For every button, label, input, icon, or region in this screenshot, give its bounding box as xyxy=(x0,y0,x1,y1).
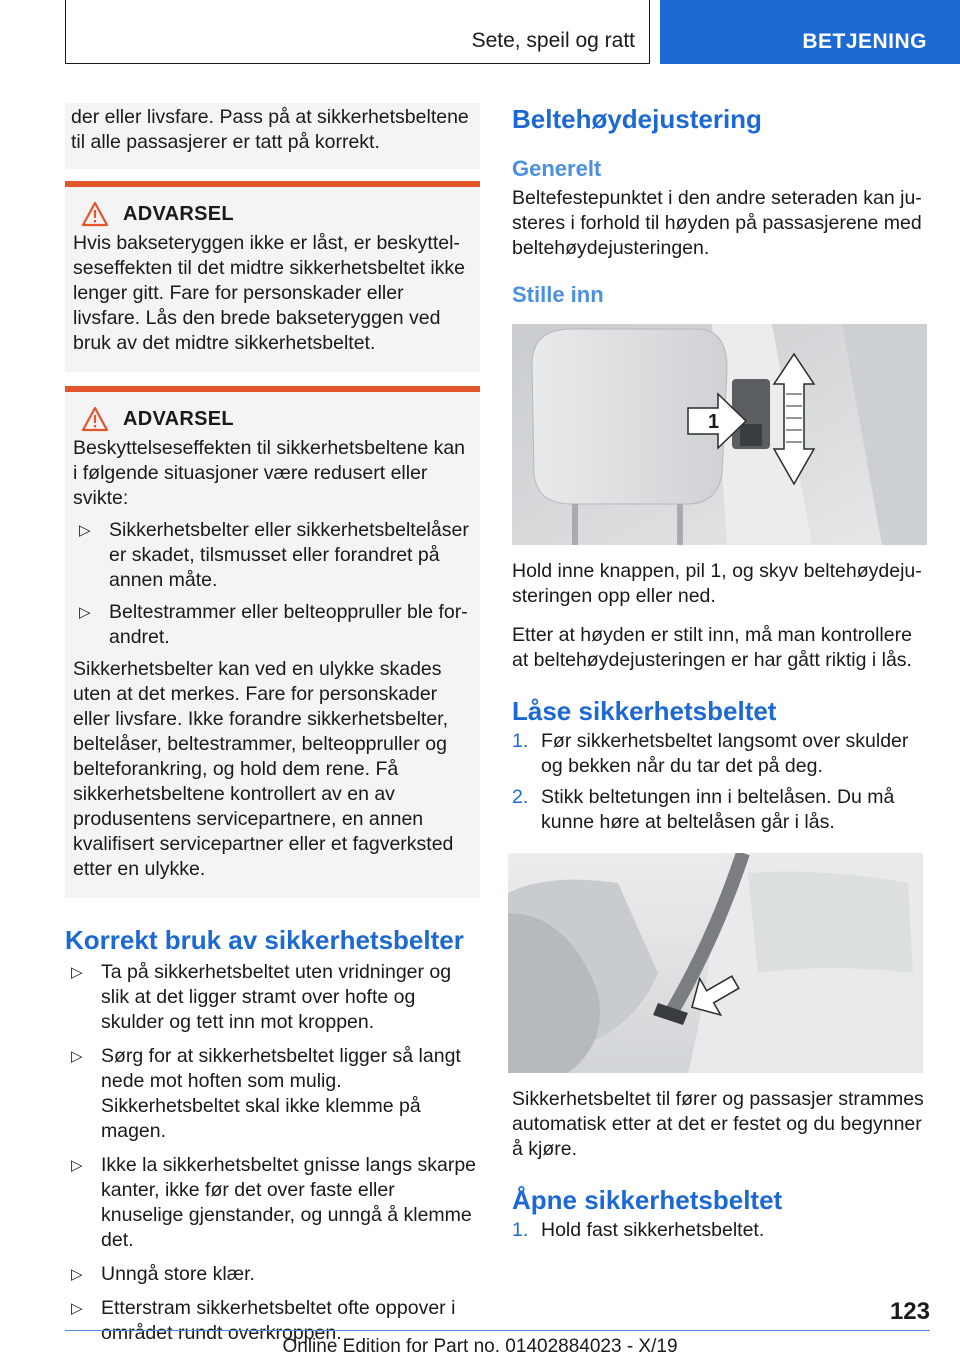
belt-height-adjuster-illustration xyxy=(512,324,927,545)
list-item: ▷ Beltestrammer eller belteoppruller ble forandret. xyxy=(79,601,468,648)
belt-height-adjuster-image xyxy=(512,324,927,545)
open-steps-list xyxy=(512,1218,932,1243)
left-column xyxy=(65,103,480,1346)
list-item: ▷ Sikkerhetsbelter eller sikkerhetsbeltelåser er skadet, tilsmusset eller forandret på annen måte. xyxy=(79,519,469,591)
warning-title-text-1: ADVARSEL xyxy=(123,202,234,225)
heading-stille-inn: Stille inn xyxy=(512,282,604,307)
intro-box xyxy=(65,103,480,169)
lock-steps-list xyxy=(512,729,932,835)
warning-title-2 xyxy=(73,406,472,432)
warning-text-2b: Sikkerhetsbelter kan ved en ulykke skades uten at det merkes. Fare for personskader eller livsfare. Ikke forandre sikkerhetsbelter, beltelåser, beltestrammer, belteoppruller og belteforankring, og hold dem rene. Få sikkerhetsbeltene kontrollert av en av produsentens servicepartnere, en annen kvalifisert servicepartner eller et fagverksted etter en ulykke. xyxy=(73,658,454,880)
list-item: 1. Før sikkerhetsbeltet langsomt over skulder og bekken når du tar det på deg. xyxy=(512,730,909,777)
lock-text: Sikkerhetsbeltet til fører og passasjer strammes automatisk etter at det er festet og du begynner å kjøre. xyxy=(512,1088,924,1160)
list-item: ▷ Unngå store klær. xyxy=(71,1263,255,1285)
footer-edition xyxy=(0,1336,960,1358)
list-item: 2. Stikk beltetungen inn i beltelåsen. Du må kunne høre at beltelåsen går i lås. xyxy=(512,786,895,833)
callout-1: 1 xyxy=(708,411,720,433)
page-title-belt-height: Beltehøydejustering xyxy=(512,104,762,134)
section-title-lock-belt: Låse sikkerhetsbeltet xyxy=(512,696,777,726)
stille-inn-text-1: Hold inne knappen, pil 1, og skyv beltehøydejusteringen opp eller ned. xyxy=(512,560,922,607)
list-item: ▷ Ikke la sikkerhetsbeltet gnisse langs skarpe kanter, ikke før det over faste eller knuselige gjenstander, og unngå å klemme det. xyxy=(71,1154,477,1251)
heading-generelt: Generelt xyxy=(512,156,602,181)
warning-box-2 xyxy=(65,386,480,898)
section-title-correct-use: Korrekt bruk av sikkerhetsbelter xyxy=(65,925,464,955)
warning-title-1 xyxy=(73,201,472,227)
bullet-triangle-icon: ▷ xyxy=(71,1300,83,1317)
bullet-triangle-icon: ▷ xyxy=(71,964,83,981)
header-section-title: Sete, speil og ratt xyxy=(471,29,635,52)
footer-edition-text: Online Edition for Part no. 01402884023 - X/19 xyxy=(282,1336,678,1357)
warning-text-2a: Beskyttelseseffekten til sikkerhetsbeltene kan i følgende situasjoner være redusert eller svikte: xyxy=(73,437,466,509)
warning-text-1: Hvis bakseteryggen ikke er låst, er beskyttelseseffekten til det midtre sikkerhetsbeltet ikke lenger gitt. Fare for personskader eller livsfare. Lås den brede bakseteryggen ved bruk av det midtre sikkerhetsbeltet. xyxy=(73,232,465,354)
list-item: ▷ Etterstram sikkerhetsbeltet ofte oppover i området rundt overkroppen. xyxy=(71,1297,456,1344)
page-number: 123 xyxy=(889,1298,930,1325)
list-item: ▷ Ta på sikkerhetsbeltet uten vridninger og slik at det ligger stramt over hofte og skulder og tett inn mot kroppen. xyxy=(71,961,452,1033)
warning-triangle-icon xyxy=(81,201,109,227)
header-chapter-title: BETJENING xyxy=(802,30,927,53)
page-header xyxy=(65,0,960,64)
bullet-triangle-icon: ▷ xyxy=(79,604,91,621)
belt-buckle-image xyxy=(508,853,923,1073)
correct-use-list xyxy=(65,960,480,1346)
bullet-triangle-icon: ▷ xyxy=(79,522,91,539)
list-item: 1. Hold fast sikkerhetsbeltet. xyxy=(512,1219,765,1241)
warning-title-text-2: ADVARSEL xyxy=(123,407,234,430)
warning-bullet-list xyxy=(73,518,472,650)
warning-box-1 xyxy=(65,181,480,372)
list-item: ▷ Sørg for at sikkerhetsbeltet ligger så langt nede mot hoften som mulig. Sikkerhetsbeltet skal ikke klemme på magen. xyxy=(71,1045,461,1142)
generelt-text: Beltefestepunktet i den andre seteraden kan justeres i forhold til høyden på passasjerene med beltehøydejusteringen. xyxy=(512,187,922,259)
right-column xyxy=(512,103,932,1243)
warning-triangle-icon xyxy=(81,406,109,432)
bullet-triangle-icon: ▷ xyxy=(71,1157,83,1174)
section-title-open-belt: Åpne sikkerhetsbeltet xyxy=(512,1185,783,1215)
bullet-triangle-icon: ▷ xyxy=(71,1048,83,1065)
stille-inn-text-2: Etter at høyden er stilt inn, må man kontrollere at beltehøydejusteringen er har gått riktig i lås. xyxy=(512,624,912,671)
header-chapter-tab xyxy=(660,0,960,64)
footer-rule xyxy=(65,1330,930,1331)
bullet-triangle-icon: ▷ xyxy=(71,1266,83,1283)
header-section-tab xyxy=(65,0,650,64)
belt-buckle-illustration xyxy=(508,853,923,1073)
intro-text: der eller livsfare. Pass på at sikkerhetsbeltene til alle passasjerer er tatt på korrekt. xyxy=(71,106,469,153)
